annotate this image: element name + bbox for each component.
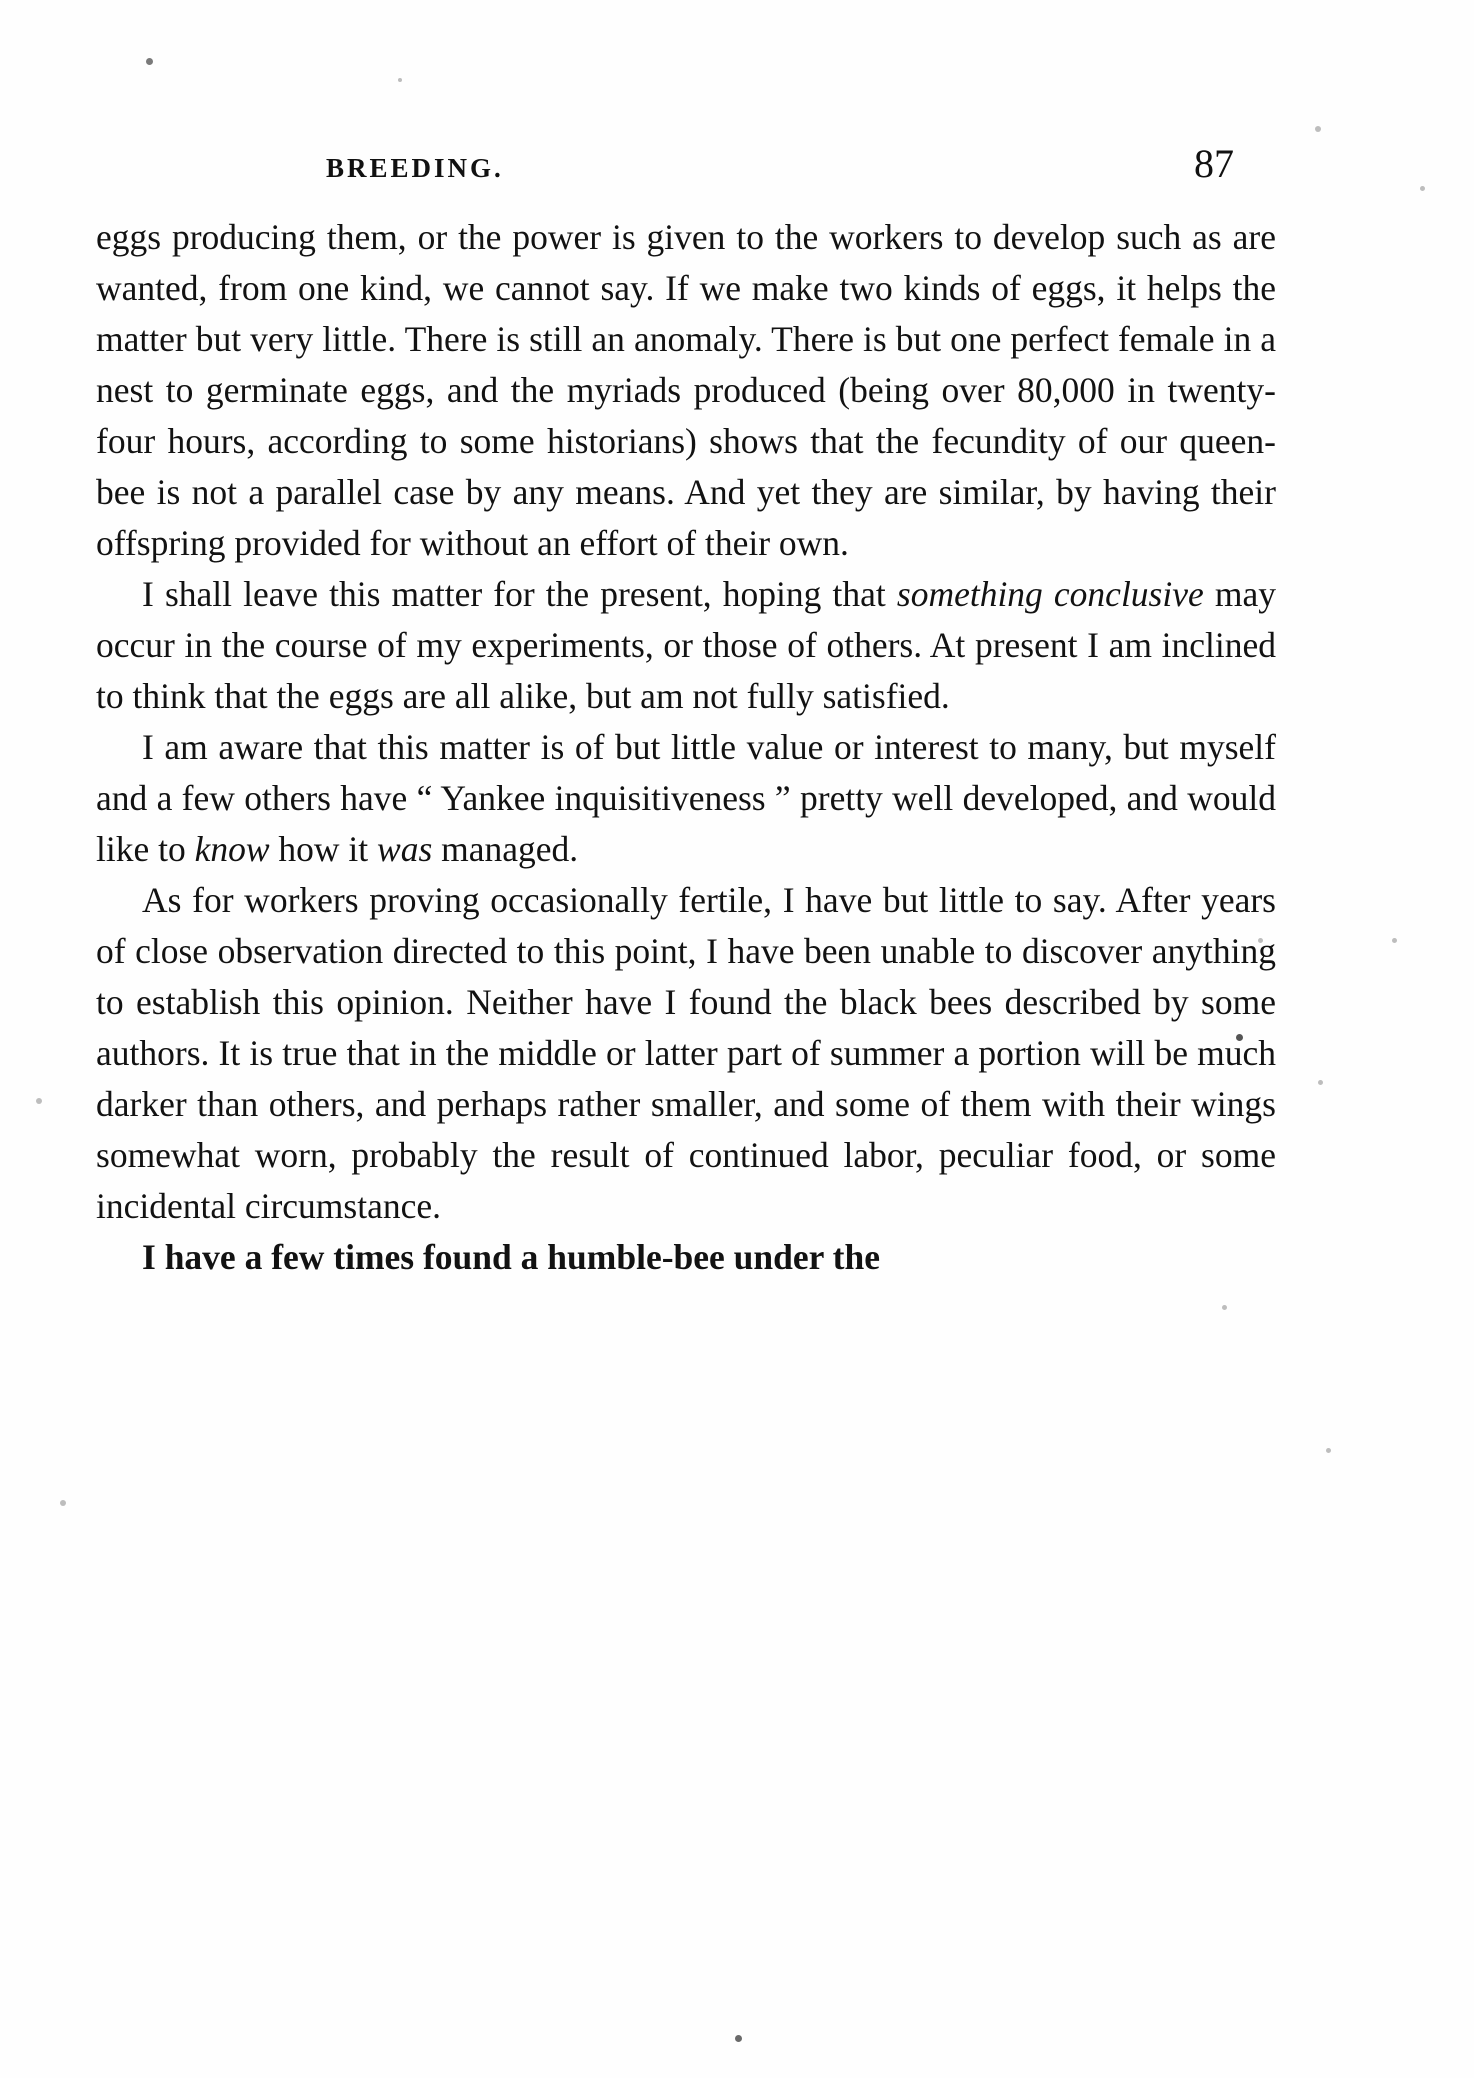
paragraph-3-segment-a: I am aware that this matter is of but little value or interest to many, but myself and a few others have “ Yankee inquisitiveness ” pretty well developed, and would like to (96, 727, 1276, 869)
paragraph-2 (96, 569, 1276, 722)
page-header (96, 140, 1246, 187)
paragraph-3-segment-c: managed. (432, 829, 579, 869)
page-speck (1315, 126, 1321, 132)
page-speck (1222, 1305, 1227, 1310)
page-speck (1318, 1080, 1323, 1085)
page-number: 87 (1194, 141, 1234, 186)
paragraph-3-italic-know: know (194, 829, 270, 869)
running-head: BREEDING. (326, 153, 504, 183)
body-text (96, 212, 1276, 1283)
page-speck (1326, 1448, 1331, 1453)
page-speck (36, 1098, 42, 1104)
page-speck (1392, 938, 1397, 943)
paragraph-1: eggs producing them, or the power is given to the workers to develop such as are wanted, from one kind, we cannot say. If we make two kinds of eggs, it helps the matter but very little. There is still an anomaly. There is but one perfect female in a nest to germinate eggs, and the myriads produced (being over 80,000 in twenty-four hours, according to some historians) shows that the fecundity of our queen-bee is not a parallel case by any means. And yet they are similar, by having their offspring provided for without an effort of their own. (96, 217, 1276, 563)
page-speck (60, 1500, 66, 1506)
paragraph-2-italic: something conclusive (896, 574, 1204, 614)
paragraph-2-segment-b: may occur in the course of my experiments, or those of others. At present I am inclined to think that the eggs are all alike, but am not fully satisfied. (96, 574, 1276, 716)
page-speck (735, 2035, 742, 2042)
paragraph-5: I have a few times found a humble-bee under the (142, 1237, 880, 1277)
paragraph-3-italic-was: was (377, 829, 433, 869)
paragraph-3 (96, 722, 1276, 875)
paragraph-3-segment-b: how it (269, 829, 378, 869)
page-speck (398, 78, 402, 82)
page-speck (1420, 186, 1425, 191)
paragraph-2-segment-a: I shall leave this matter for the present, hoping that (142, 574, 897, 614)
page-speck (146, 58, 153, 65)
paragraph-4: As for workers proving occasionally fertile, I have but little to say. After years of close observation directed to this point, I have been unable to discover anything to establish this opinion. Neither have I found the black bees described by some authors. It is true that in the middle or latter part of summer a portion will be much darker than others, and perhaps rather smaller, and some of them with their wings somewhat worn, probably the result of continued labor, peculiar food, or some incidental circumstance. (96, 880, 1276, 1226)
